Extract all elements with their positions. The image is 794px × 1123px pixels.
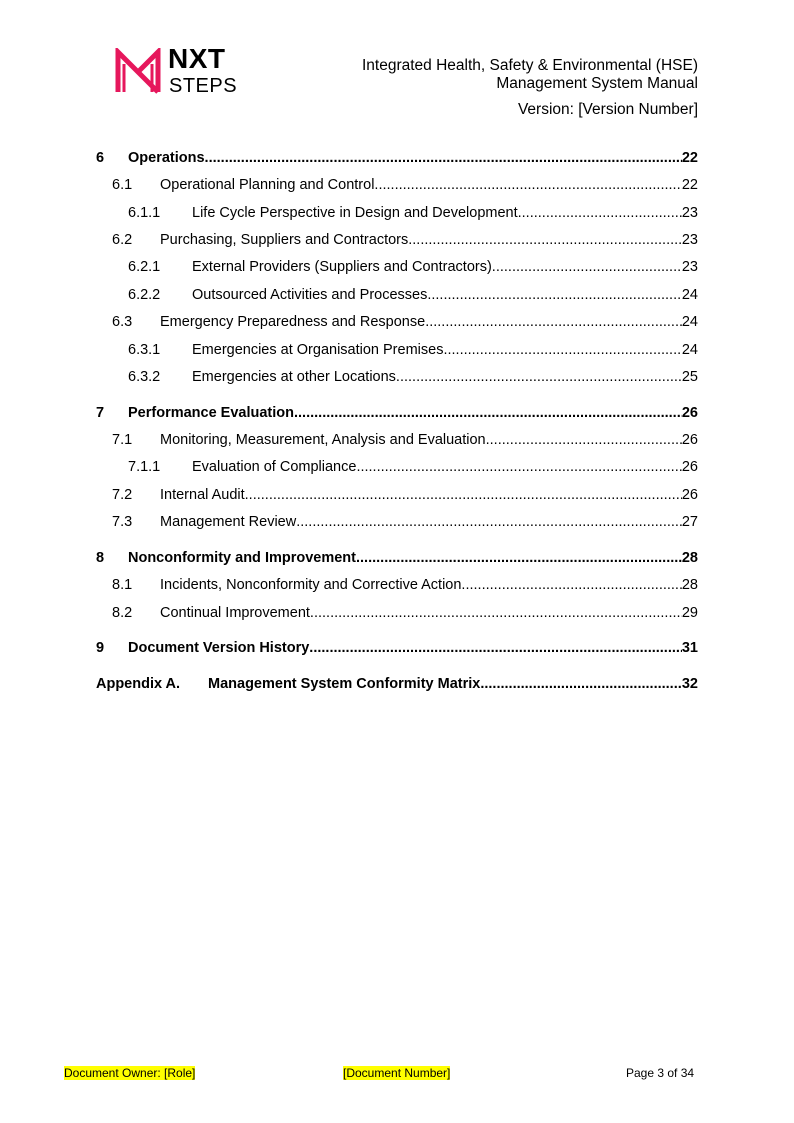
toc-entry-line: [192, 367, 698, 387]
toc-entry-number: 8.1: [112, 577, 133, 593]
toc-dot-leader: [427, 285, 682, 305]
toc-entry-number: 6.2: [112, 232, 133, 248]
logo-word-nxt: NXT: [168, 43, 226, 74]
toc-entry-line: [128, 548, 698, 568]
footer-doc-number-text: [Document Number]: [343, 1066, 451, 1080]
toc-entry[interactable]: [96, 638, 698, 658]
toc-entry-page: 26: [681, 487, 698, 503]
toc-entry-number: 7.1.1: [128, 459, 161, 475]
toc-dot-leader: [486, 430, 682, 450]
toc-entry-title: Emergency Preparedness and Response: [160, 314, 426, 330]
toc-entry[interactable]: [96, 312, 698, 332]
toc-entry[interactable]: [96, 230, 698, 250]
toc-entry-page: 23: [681, 259, 698, 275]
toc-entry-number: 6.1.1: [128, 205, 161, 221]
toc-entry-number: 6.2.1: [128, 259, 161, 275]
toc-dot-leader: [480, 674, 682, 694]
toc-entry-number: 7: [96, 405, 105, 421]
toc-entry-page: 27: [681, 514, 698, 530]
toc-entry[interactable]: [96, 285, 698, 305]
toc-entry-line: [192, 285, 698, 305]
toc-entry[interactable]: [96, 430, 698, 450]
toc-entry-number: 8: [96, 550, 105, 566]
toc-entry-line: [160, 230, 698, 250]
toc-entry-page: 23: [681, 232, 698, 248]
toc-dot-leader: [492, 257, 682, 277]
toc-entry[interactable]: [96, 512, 698, 532]
toc-entry-title: Operations: [128, 150, 205, 166]
toc-entry-number: 6.2.2: [128, 287, 161, 303]
toc-entry[interactable]: [96, 403, 698, 423]
toc-entry-line: [128, 638, 698, 658]
toc-entry-title: Life Cycle Perspective in Design and Development: [192, 205, 518, 221]
toc-dot-leader: [396, 367, 682, 387]
toc-dot-leader: [205, 148, 682, 168]
footer-owner-text: Document Owner: [Role]: [64, 1066, 196, 1080]
toc-entry[interactable]: [96, 257, 698, 277]
toc-entry[interactable]: [96, 457, 698, 477]
toc-entry[interactable]: [96, 203, 698, 223]
toc-entry[interactable]: [96, 485, 698, 505]
toc-dot-leader: [296, 512, 682, 532]
toc-entry-page: 29: [681, 605, 698, 621]
toc-entry-page: 22: [681, 150, 698, 166]
toc-entry-page: 24: [681, 342, 698, 358]
toc-entry-line: [160, 575, 698, 595]
toc-entry-page: 28: [681, 577, 698, 593]
toc-entry-number: 6.1: [112, 177, 133, 193]
footer-page-number: Page 3 of 34: [626, 1066, 695, 1080]
toc-entry-number: 6: [96, 150, 105, 166]
toc-dot-leader: [408, 230, 682, 250]
toc-dot-leader: [294, 403, 682, 423]
toc-entry[interactable]: [96, 603, 698, 623]
toc-entry-title: Continual Improvement: [160, 605, 310, 621]
toc-entry-number: 7.3: [112, 514, 133, 530]
toc-entry-number: 6.3.1: [128, 342, 161, 358]
footer-document-number: [343, 1066, 450, 1080]
header-version: Version: [Version Number]: [517, 101, 698, 118]
toc-entry-line: [160, 175, 698, 195]
toc-entry-number: 8.2: [112, 605, 133, 621]
toc-entry-page: 22: [681, 177, 698, 193]
toc-entry-title: Monitoring, Measurement, Analysis and Evaluation: [160, 432, 486, 448]
toc-entry-title: Emergencies at Organisation Premises: [192, 342, 444, 358]
nxt-logo-mark-icon: [114, 48, 162, 96]
toc-entry[interactable]: [96, 148, 698, 168]
toc-entry-number: 7.2: [112, 487, 133, 503]
toc-dot-leader: [245, 485, 682, 505]
toc-entry-page: 24: [681, 287, 698, 303]
toc-entry-title: Emergencies at other Locations: [192, 369, 396, 385]
toc-entry-page: 23: [681, 205, 698, 221]
toc-entry-number: 6.3: [112, 314, 133, 330]
toc-entry-title: Document Version History: [128, 640, 310, 656]
footer-document-owner: [64, 1066, 195, 1080]
toc-entry[interactable]: [96, 340, 698, 360]
toc-entry-title: Purchasing, Suppliers and Contractors: [160, 232, 409, 248]
toc-entry-page: 32: [681, 676, 698, 692]
toc-entry-line: [208, 674, 698, 694]
toc-entry-title: Management System Conformity Matrix: [208, 676, 481, 692]
toc-entry-line: [160, 512, 698, 532]
toc-entry[interactable]: [96, 674, 698, 694]
toc-entry-page: 31: [681, 640, 698, 656]
toc-entry-number: Appendix A.: [96, 676, 181, 692]
toc-entry-title: Performance Evaluation: [128, 405, 294, 421]
toc-entry-line: [160, 485, 698, 505]
toc-entry-line: [192, 340, 698, 360]
toc-entry-page: 28: [681, 550, 698, 566]
toc-entry-page: 26: [681, 432, 698, 448]
toc-entry[interactable]: [96, 575, 698, 595]
toc-entry-number: 9: [96, 640, 105, 656]
toc-entry-number: 6.3.2: [128, 369, 161, 385]
toc-entry-title: Outsourced Activities and Processes: [192, 287, 428, 303]
header-title-line2: Management System Manual: [496, 75, 698, 92]
toc-entry-line: [192, 257, 698, 277]
toc-entry-page: 26: [681, 405, 698, 421]
toc-entry[interactable]: [96, 175, 698, 195]
toc-entry[interactable]: [96, 548, 698, 568]
toc-entry-line: [160, 312, 698, 332]
toc-entry[interactable]: [96, 367, 698, 387]
toc-entry-title: Evaluation of Compliance: [192, 459, 357, 475]
toc-dot-leader: [425, 312, 682, 332]
toc-entry-page: 26: [681, 459, 698, 475]
toc-entry-title: Management Review: [160, 514, 297, 530]
toc-dot-leader: [309, 638, 682, 658]
toc-dot-leader: [356, 457, 681, 477]
toc-dot-leader: [443, 340, 681, 360]
toc-entry-title: Internal Audit: [160, 487, 245, 503]
toc-dot-leader: [310, 603, 682, 623]
toc-entry-page: 25: [681, 369, 698, 385]
toc-entry-number: 7.1: [112, 432, 133, 448]
logo-word-steps: STEPS: [169, 75, 238, 97]
toc-entry-page: 24: [681, 314, 698, 330]
toc-entry-title: Nonconformity and Improvement: [128, 550, 356, 566]
toc-entry-line: [128, 148, 698, 168]
toc-entry-title: Operational Planning and Control: [160, 177, 375, 193]
toc-entry-title: External Providers (Suppliers and Contractors): [192, 259, 492, 275]
toc-entry-line: [128, 403, 698, 423]
toc-entry-line: [192, 457, 698, 477]
header-title-line1: Integrated Health, Safety & Environmental (HSE): [362, 57, 698, 74]
company-logo: [114, 43, 246, 98]
toc-entry-line: [160, 603, 698, 623]
toc-dot-leader: [374, 175, 681, 195]
toc-dot-leader: [461, 575, 681, 595]
toc-entry-title: Incidents, Nonconformity and Corrective Action: [160, 577, 462, 593]
toc-entry-line: [160, 430, 698, 450]
toc-dot-leader: [518, 203, 682, 223]
toc-entry-line: [192, 203, 698, 223]
toc-dot-leader: [356, 548, 682, 568]
